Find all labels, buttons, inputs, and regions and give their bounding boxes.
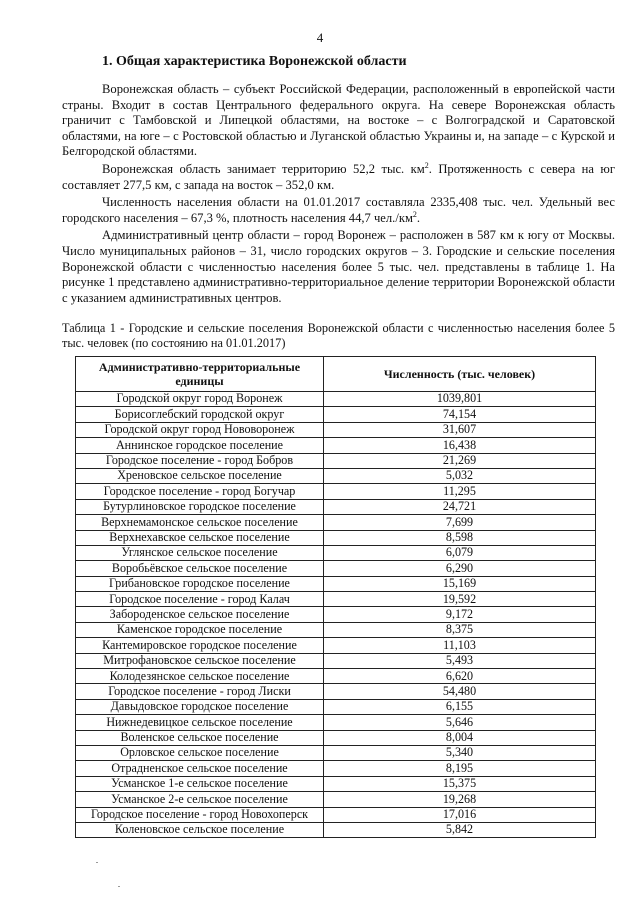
table-row bbox=[76, 715, 596, 730]
cell-population: 6,155 bbox=[324, 699, 596, 714]
cell-unit-name: Коленовское сельское поселение bbox=[76, 822, 324, 837]
cell-population: 24,721 bbox=[324, 499, 596, 514]
cell-population: 5,032 bbox=[324, 468, 596, 483]
cell-unit-name: Каменское городское поселение bbox=[76, 622, 324, 637]
section-title: 1. Общая характеристика Воронежской области bbox=[102, 54, 407, 69]
cell-unit-name: Хреновское сельское поселение bbox=[76, 468, 324, 483]
cell-unit-name: Городской округ город Воронеж bbox=[76, 392, 324, 407]
cell-population: 5,340 bbox=[324, 745, 596, 760]
cell-unit-name: Нижнедевицкое сельское поселение bbox=[76, 715, 324, 730]
cell-unit-name: Воробьёвское сельское поселение bbox=[76, 561, 324, 576]
table-row bbox=[76, 653, 596, 668]
cell-unit-name: Городское поселение - город Калач bbox=[76, 592, 324, 607]
table-row bbox=[76, 453, 596, 468]
table-row bbox=[76, 561, 596, 576]
cell-population: 5,493 bbox=[324, 653, 596, 668]
cell-population: 6,079 bbox=[324, 545, 596, 560]
cell-unit-name: Городское поселение - город Новохоперск bbox=[76, 807, 324, 822]
cell-unit-name: Городское поселение - город Лиски bbox=[76, 684, 324, 699]
table-row bbox=[76, 468, 596, 483]
cell-unit-name: Городской округ город Нововоронеж bbox=[76, 422, 324, 437]
paragraph-2-text-end: . Протяженность с севера на юг составляет 277,5 км, с запада на восток – 352,0 км. bbox=[62, 161, 615, 192]
body-text bbox=[62, 82, 615, 308]
cell-population: 7,699 bbox=[324, 515, 596, 530]
cell-population: 74,154 bbox=[324, 407, 596, 422]
cell-unit-name: Митрофановское сельское поселение bbox=[76, 653, 324, 668]
paragraph-1: Воронежская область – субъект Российской Федерации, расположенный в европейской части страны. Входит в состав Центрального федерального округа. На севере Воронежская область граничит с Тамбовской и Липецкой областями, на востоке – с Волгоградской и Саратовской областями, на юге – с Ростовской областью и Луганской областью Украины и, на западе – с Курской и Белгородской областями. bbox=[62, 82, 615, 159]
cell-population: 5,646 bbox=[324, 715, 596, 730]
column-header-population: Численность (тыс. человек) bbox=[324, 357, 596, 392]
cell-population: 54,480 bbox=[324, 684, 596, 699]
paragraph-2 bbox=[62, 162, 615, 193]
cell-unit-name: Аннинское городское поселение bbox=[76, 438, 324, 453]
table-row bbox=[76, 684, 596, 699]
table-row bbox=[76, 807, 596, 822]
cell-population: 6,620 bbox=[324, 669, 596, 684]
table-row bbox=[76, 545, 596, 560]
cell-unit-name: Усманское 2-е сельское поселение bbox=[76, 792, 324, 807]
cell-unit-name: Верхнехавское сельское поселение bbox=[76, 530, 324, 545]
table-header-row bbox=[76, 357, 596, 392]
cell-population: 11,295 bbox=[324, 484, 596, 499]
superscript: 2 bbox=[412, 209, 417, 219]
cell-population: 9,172 bbox=[324, 607, 596, 622]
cell-population: 15,169 bbox=[324, 576, 596, 591]
paragraph-4: Административный центр области – город Воронеж – расположен в 587 км к югу от Москвы. Число муниципальных районов – 31, число городских округов – 3. Городские и сельские поселения Воронежской области с численностью населения более 5 тыс. чел. представлены в таблице 1. На рисунке 1 представлено административно-территориальное деление территории Воронежской области с указанием административных центров. bbox=[62, 228, 615, 305]
table-row bbox=[76, 484, 596, 499]
cell-unit-name: Борисоглебский городской округ bbox=[76, 407, 324, 422]
table-row bbox=[76, 392, 596, 407]
cell-population: 1039,801 bbox=[324, 392, 596, 407]
cell-population: 19,268 bbox=[324, 792, 596, 807]
cell-population: 8,004 bbox=[324, 730, 596, 745]
cell-population: 8,598 bbox=[324, 530, 596, 545]
superscript: 2 bbox=[424, 160, 429, 170]
cell-population: 16,438 bbox=[324, 438, 596, 453]
cell-unit-name: Грибановское городское поселение bbox=[76, 576, 324, 591]
table-row bbox=[76, 822, 596, 837]
cell-unit-name: Углянское сельское поселение bbox=[76, 545, 324, 560]
table-row bbox=[76, 515, 596, 530]
cell-population: 11,103 bbox=[324, 638, 596, 653]
table-row bbox=[76, 669, 596, 684]
cell-population: 6,290 bbox=[324, 561, 596, 576]
cell-unit-name: Городское поселение - город Богучар bbox=[76, 484, 324, 499]
paragraph-3 bbox=[62, 195, 615, 226]
cell-population: 19,592 bbox=[324, 592, 596, 607]
column-header-unit: Административно-территориальные единицы bbox=[76, 357, 324, 392]
cell-population: 31,607 bbox=[324, 422, 596, 437]
table-row bbox=[76, 730, 596, 745]
page-number: 4 bbox=[316, 30, 324, 45]
table-body bbox=[76, 392, 596, 838]
cell-population: 8,195 bbox=[324, 761, 596, 776]
table-row bbox=[76, 622, 596, 637]
table-caption: Таблица 1 - Городские и сельские поселения Воронежской области с численностью населения более 5 тыс. человек (по состоянию на 01.01.2017) bbox=[62, 321, 615, 350]
cell-population: 8,375 bbox=[324, 622, 596, 637]
cell-unit-name: Бутурлиновское городское поселение bbox=[76, 499, 324, 514]
paragraph-3-text-end: . bbox=[416, 210, 421, 225]
scan-speck bbox=[118, 886, 120, 887]
table-row bbox=[76, 407, 596, 422]
table-row bbox=[76, 438, 596, 453]
table-row bbox=[76, 792, 596, 807]
cell-unit-name: Городское поселение - город Бобров bbox=[76, 453, 324, 468]
cell-unit-name: Верхнемамонское сельское поселение bbox=[76, 515, 324, 530]
cell-unit-name: Забороденское сельское поселение bbox=[76, 607, 324, 622]
cell-unit-name: Орловское сельское поселение bbox=[76, 745, 324, 760]
table-row bbox=[76, 638, 596, 653]
cell-population: 15,375 bbox=[324, 776, 596, 791]
cell-population: 21,269 bbox=[324, 453, 596, 468]
cell-unit-name: Давыдовское городское поселение bbox=[76, 699, 324, 714]
table-row bbox=[76, 745, 596, 760]
cell-unit-name: Отрадненское сельское поселение bbox=[76, 761, 324, 776]
table-row bbox=[76, 592, 596, 607]
table-row bbox=[76, 422, 596, 437]
cell-unit-name: Усманское 1-е сельское поселение bbox=[76, 776, 324, 791]
table-row bbox=[76, 776, 596, 791]
table-row bbox=[76, 576, 596, 591]
cell-unit-name: Воленское сельское поселение bbox=[76, 730, 324, 745]
cell-population: 17,016 bbox=[324, 807, 596, 822]
scan-speck bbox=[96, 862, 98, 863]
paragraph-3-text: Численность населения области на 01.01.2017 составляла 2335,408 тыс. чел. Удельный вес городского населения – 67,3 %, плотность населения 44,7 чел./км bbox=[62, 195, 615, 225]
cell-unit-name: Кантемировское городское поселение bbox=[76, 638, 324, 653]
table-row bbox=[76, 607, 596, 622]
table-row bbox=[76, 699, 596, 714]
table-row bbox=[76, 499, 596, 514]
cell-unit-name: Колодезянское сельское поселение bbox=[76, 669, 324, 684]
cell-population: 5,842 bbox=[324, 822, 596, 837]
population-table bbox=[75, 356, 596, 838]
table-row bbox=[76, 530, 596, 545]
paragraph-2-text: Воронежская область занимает территорию 52,2 тыс. км bbox=[102, 161, 425, 176]
table-row bbox=[76, 761, 596, 776]
